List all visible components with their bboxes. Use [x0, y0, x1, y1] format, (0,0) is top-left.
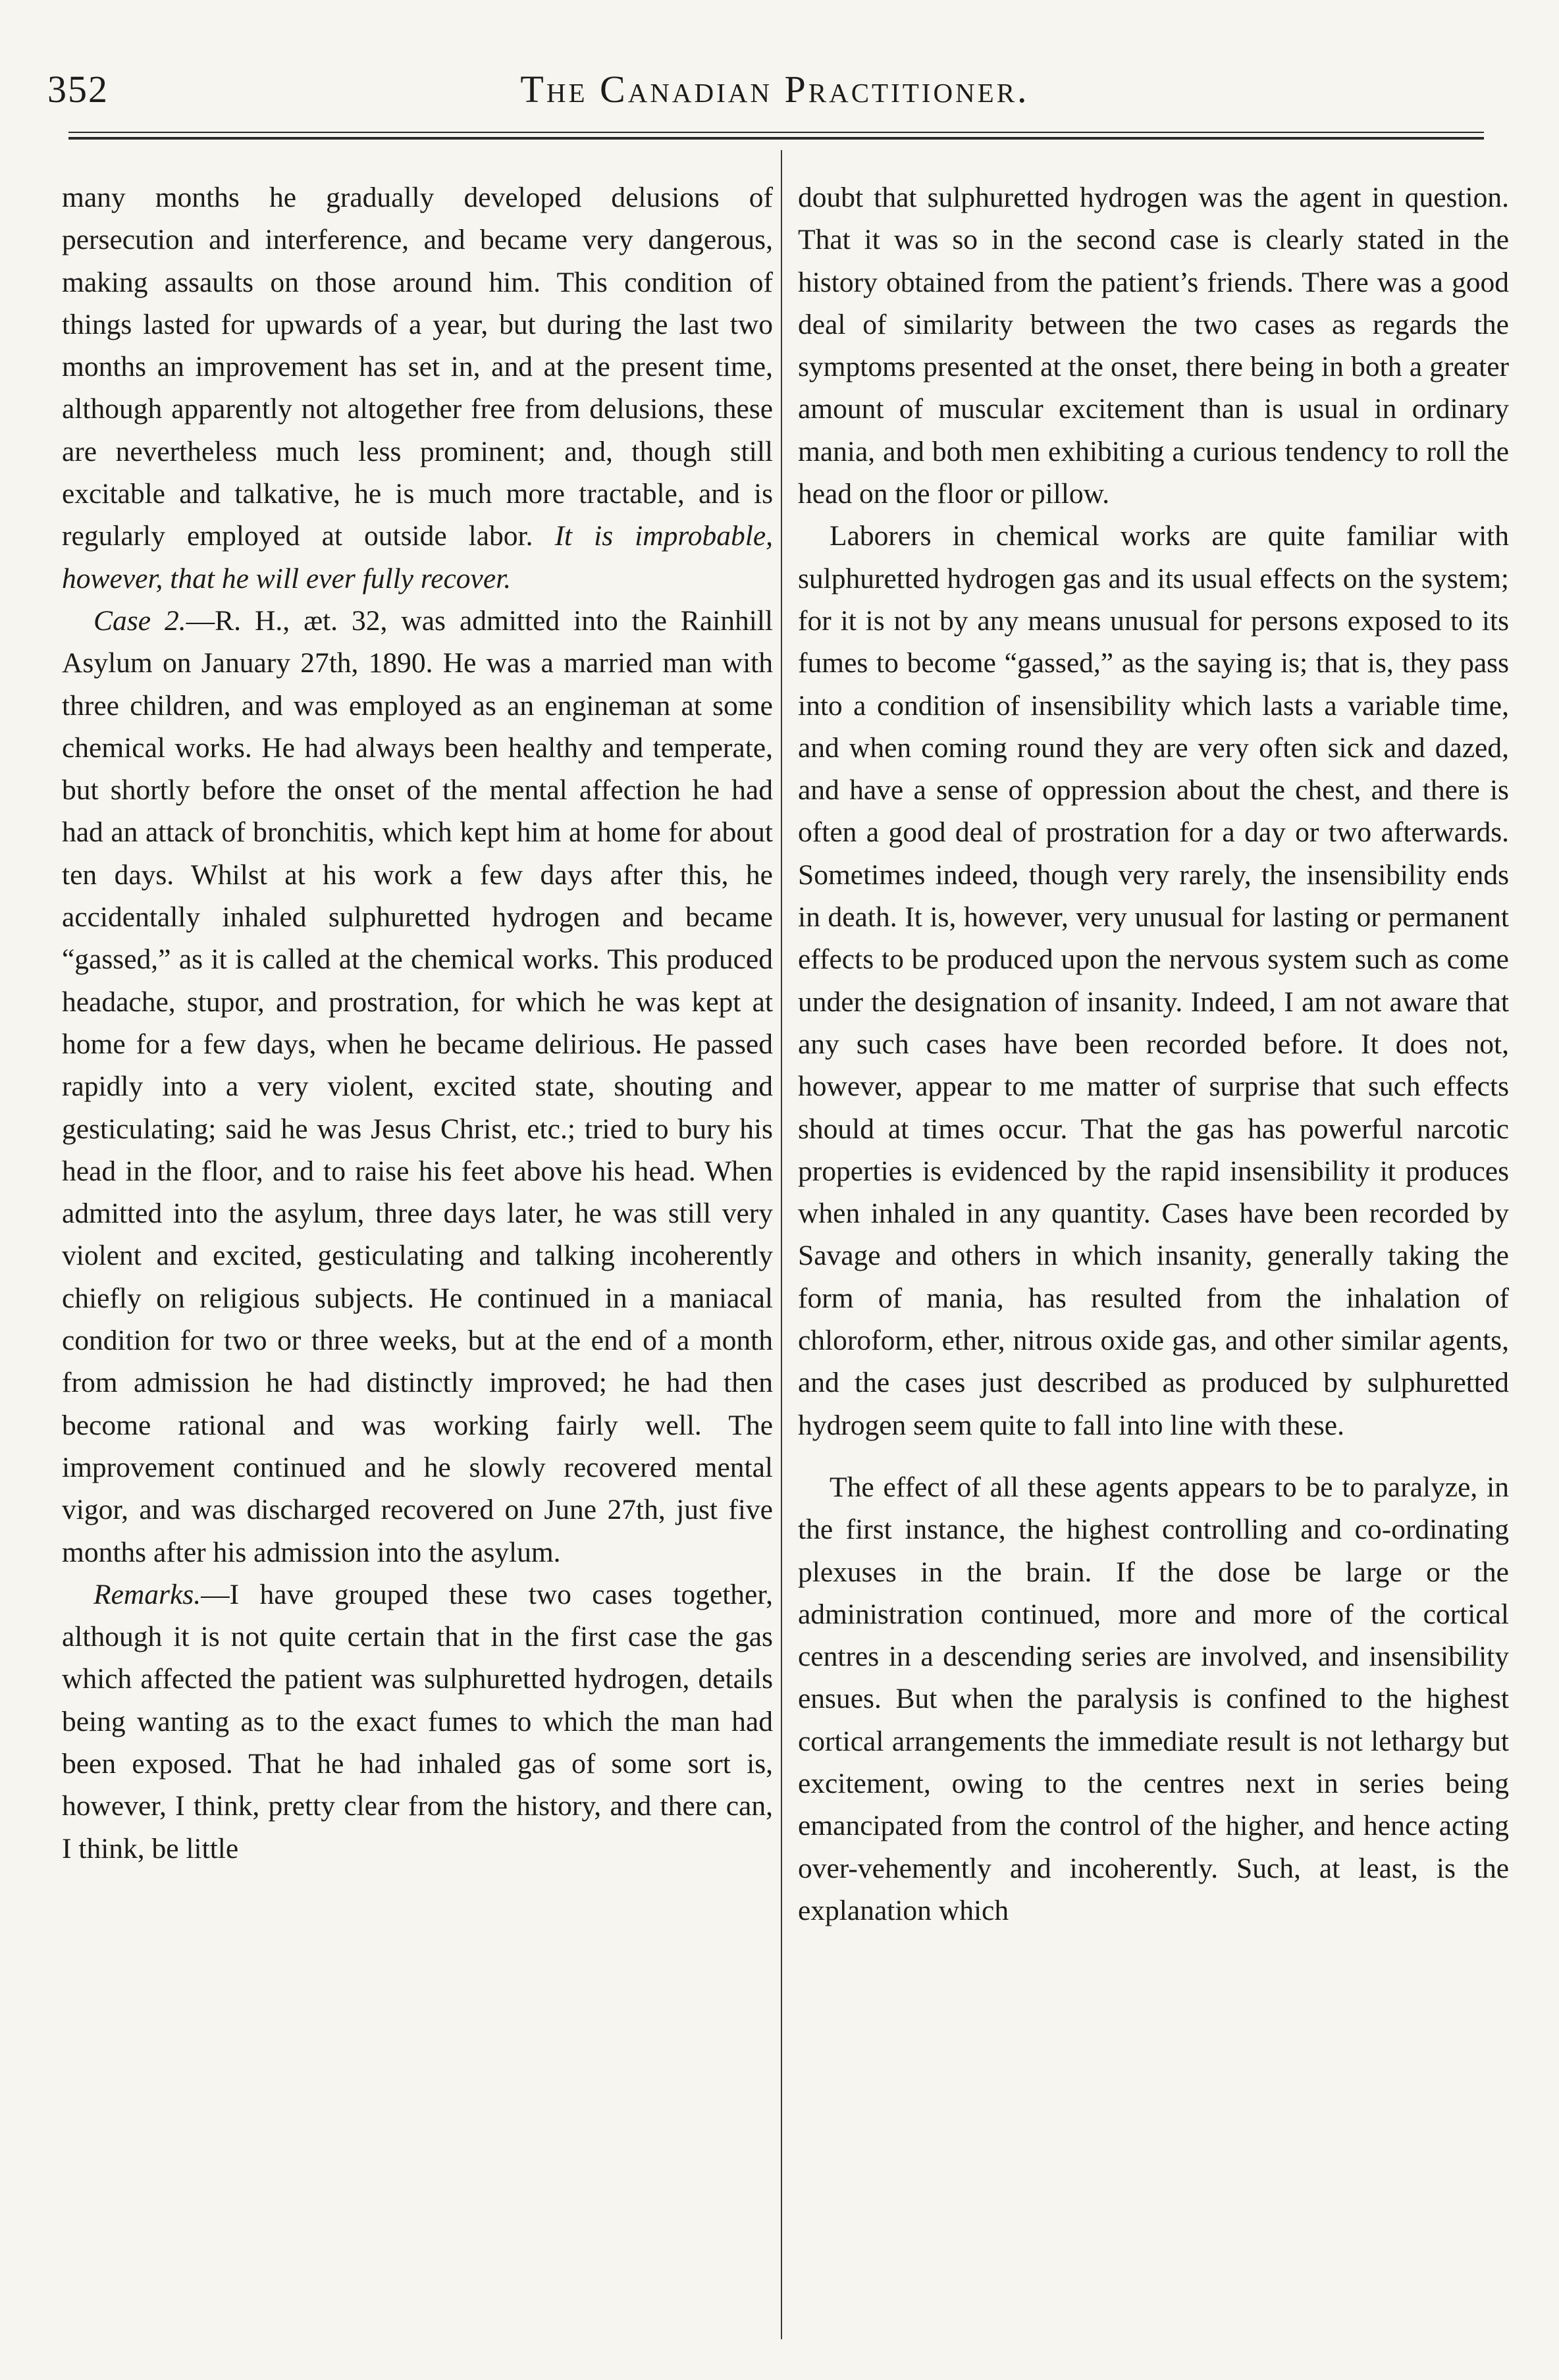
right-column [798, 176, 1509, 1932]
remarks-text: —I have grouped these two cases together, although it is not quite certain that in the first case the gas which affected the patient was sulphuretted hydrogen, details being wanting as to the exact fumes to which the man had been exposed. That he had inhaled gas of some sort is, however, I think, pretty clear from the history, and there can, I think, be little [62, 1578, 773, 1864]
page-number: 352 [47, 68, 109, 111]
left-column [62, 176, 773, 1870]
column-divider [781, 150, 782, 2339]
paragraph-remarks [62, 1573, 773, 1870]
paragraph-continuation [62, 176, 773, 600]
case-2-text: —R. H., æt. 32, was admitted into the Rainhill Asylum on January 27th, 1890. He was a married man with three children, and was employed as an engineman at some chemical works. He had always been healthy and temperate, but shortly before the onset of the mental affection he had had an attack of bronchitis, which kept him at home for about ten days. Whilst at his work a few days after this, he accidentally inhaled sulphuretted hydrogen and became “gassed,” as it is called at the chemical works. This produced headache, stupor, and prostration, for which he was kept at home for a few days, when he became delirious. He passed rapidly into a very violent, excited state, shouting and gesticulating; said he was Jesus Christ, etc.; tried to bury his head in the floor, and to raise his feet above his head. When admitted into the asylum, three days later, he was still very violent and excited, gesticulating and talking incoherently chiefly on religious subjects. He continued in a maniacal condition for two or three weeks, but at the end of a month from admission he had distinctly improved; he had then become rational and was working fairly well. The improvement continued and he slowly recovered mental vigor, and was discharged recovered on June 27th, just five months after his admission into the asylum. [62, 604, 774, 1568]
paragraph-agents-effect: The effect of all these agents appears to be to paralyze, in the first instance, the highest controlling and co-ordinating plexuses in the brain. If the dose be large or the administration continued, more and more of the cortical centres in a descending series are involved, and insensibility ensues. But when the paralysis is confined to the highest cortical arrangements the immediate result is not lethargy but excitement, owing to the centres next in series being emancipated from the control of the higher, and hence acting over-vehemently and incoherently. Such, at least, is the explanation which [798, 1471, 1509, 1926]
page-header [47, 63, 1502, 122]
paragraph-text: many months he gradually developed delusions of persecution and interference, and became very dangerous, making assaults on those around him. This condition of things lasted for upwards of a year, but during the last two months an improvement has set in, and at the present time, although apparently not altogether free from delusions, these are nevertheless much less prominent; and, though still excitable and talkative, he is much more tractable, and is regularly employed at outside labor. [62, 182, 773, 552]
paragraph-continuation: doubt that sulphuretted hydrogen was the agent in question. That it was so in the second case is clearly stated in the history obtained from the patient’s friends. There was a good deal of similarity between the two cases as regards the symptoms presented at the onset, there being in both a greater amount of muscular excitement than is usual in ordinary mania, and both men exhibiting a curious tendency to roll the head on the floor or pillow. [798, 182, 1509, 510]
case-2-label: Case 2. [93, 604, 186, 637]
remarks-label: Remarks. [93, 1578, 201, 1610]
paragraph-laborers: Laborers in chemical works are quite familiar with sulphuretted hydrogen gas and its usual effects on the system; for it is not by any means unusual for persons exposed to its fumes to become “gassed,” as the saying is; that is, they pass into a condition of insensibility which lasts a variable time, and when coming round they are very often sick and dazed, and have a sense of oppression about the chest, and there is often a good deal of prostration for a day or two afterwards. Sometimes indeed, though very rarely, the insensibility ends in death. It is, however, very unusual for lasting or permanent effects to be produced upon the nervous system such as come under the designation of insanity. Indeed, I am not aware that any such cases have been recorded before. It does not, however, appear to me matter of surprise that such effects should at times occur. That the gas has powerful narcotic properties is evidenced by the rapid insensibility it produces when inhaled in any quantity. Cases have been recorded by Savage and others in which insanity, generally taking the form of mania, has resulted from the inhalation of chloroform, ether, nitrous oxide gas, and other similar agents, and the cases just described as produced by sulphuretted hydrogen seem quite to fall into line with these. [798, 520, 1509, 1441]
running-title: The Canadian Practitioner. [520, 68, 1030, 111]
header-rule-thin [68, 132, 1484, 133]
header-rule-thick [68, 137, 1484, 140]
paragraph-case-2 [62, 600, 773, 1573]
italic-sentence: It is improbable, however, that he will ever fully recover. [62, 520, 774, 595]
